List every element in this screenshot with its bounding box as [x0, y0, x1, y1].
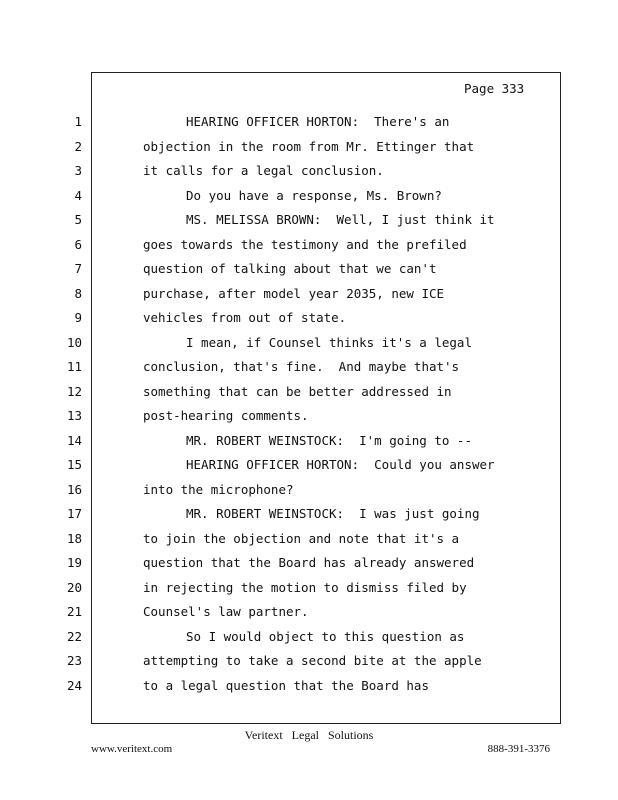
line-number: 15 [66, 457, 82, 472]
line-number: 6 [74, 236, 82, 252]
transcript-body [143, 110, 553, 698]
line-number: 13 [66, 408, 82, 423]
line-number: 16 [66, 481, 82, 497]
line-number: 12 [66, 383, 82, 399]
footer-website: www.veritext.com [91, 743, 173, 755]
line-number: 23 [66, 653, 82, 668]
line-number: 10 [66, 334, 82, 350]
transcript-line: in rejecting the motion to dismiss filed by [143, 579, 467, 595]
line-number: 17 [66, 506, 82, 521]
transcript-line: conclusion, that's fine. And maybe that's [143, 359, 460, 374]
line-number: 9 [74, 310, 82, 325]
transcript-line: to join the objection and note that it's a [143, 530, 460, 546]
transcript-line: I mean, if Counsel thinks it's a legal [186, 334, 472, 350]
line-number: 21 [66, 604, 82, 619]
transcript-line: question of talking about that we can't [143, 261, 437, 276]
line-number: 1 [74, 114, 82, 129]
transcript-line: HEARING OFFICER HORTON: Could you answer [186, 457, 495, 472]
transcript-line: purchase, after model year 2035, new ICE [143, 285, 445, 301]
line-number: 2 [74, 138, 82, 154]
transcript-line: something that can be better addressed in [143, 383, 452, 399]
transcript-line: objection in the room from Mr. Ettinger that [143, 138, 475, 154]
line-number: 11 [66, 359, 82, 374]
line-numbers [60, 110, 82, 698]
line-number: 22 [66, 628, 82, 644]
transcript-line: it calls for a legal conclusion. [143, 163, 384, 178]
transcript-line: goes towards the testimony and the prefiled [143, 236, 467, 252]
page-number: Page 333 [464, 81, 525, 96]
transcript-line: So I would object to this question as [186, 628, 465, 644]
line-number: 20 [66, 579, 82, 595]
transcript-line: MR. ROBERT WEINSTOCK: I was just going [186, 506, 480, 521]
line-number: 18 [66, 530, 82, 546]
transcript-line: MS. MELISSA BROWN: Well, I just think it [186, 212, 495, 227]
line-number: 8 [74, 285, 82, 301]
line-number: 7 [74, 261, 82, 276]
line-number: 19 [66, 555, 82, 570]
transcript-line: HEARING OFFICER HORTON: There's an [186, 114, 450, 129]
transcript-line: attempting to take a second bite at the apple [143, 653, 482, 668]
line-number: 4 [74, 187, 82, 203]
line-number: 3 [74, 163, 82, 178]
transcript-line: into the microphone? [143, 481, 294, 497]
footer-phone: 888-391-3376 [487, 743, 550, 755]
transcript-line: to a legal question that the Board has [143, 677, 429, 693]
transcript-line: Do you have a response, Ms. Brown? [186, 187, 442, 203]
transcript-line: vehicles from out of state. [143, 310, 347, 325]
transcript-line: MR. ROBERT WEINSTOCK: I'm going to -- [186, 432, 472, 448]
transcript-line: Counsel's law partner. [143, 604, 309, 619]
line-number: 5 [74, 212, 82, 227]
footer-company: Veritext Legal Solutions [244, 728, 374, 742]
line-number: 24 [66, 677, 82, 693]
transcript-line: post-hearing comments. [143, 408, 309, 423]
transcript-line: question that the Board has already answered [143, 555, 475, 570]
line-number: 14 [66, 432, 82, 448]
